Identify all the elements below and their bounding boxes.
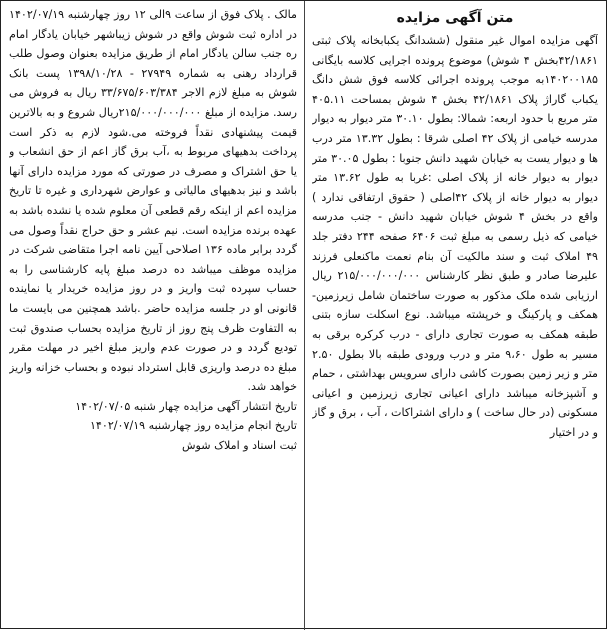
notice-body-part-1: آگهی مزایده اموال غیر منقول (ششدانگ یکبابخانه پلاک ثبتی ۴۲/۱۸۶۱بخش ۴ شوش) موضوع پرونده اجرایی کلاسه بایگانی ۱۴۰۲۰۰۱۸۵به موجب پرونده اجرائی کلاسه فوق شش دانگ یکباب گاراژ پلاک ۴۲/۱۸۶۱ بخش ۴ شوش بمساحت ۴۰۵.۱۱ متر مربع با حدود اربعه: شمالا: بطول ۳۰.۱۰ متر دیوار به دیوار مدرسه خیامی از پلاک ۴۲ اصلی شرقا : بطول ۱۳.۳۲ متر درب ها و دیوار یست به خیابان شهید دانش جنوبا : بطول ۳۰.۰۵ متر دیوار به دیوار خانه از پلاک اصلی :غربا به طول ۱۳.۶۲ متر دیوار به دیوار خانه از پلاک ۴۲اصلی ( حقوق ارتفاقی ندارد ) واقع در بخش ۴ شوش خیابان شهید دانش - جنب مدرسه خیامی که ذیل رسمی به مبلغ ثبت ۶۴۰۶ صفحه ۲۴۴ دفتر جلد ۴۹ املاک ثبت و سند مالکیت آن بنام نعمت ماکنعلی فرزند علیرضا صادر و طبق نظر کارشناس ۲۱۵/۰۰۰/۰۰۰/۰۰۰ ریال ارزیابی شده ملک مذکور به صورت ساختمان شامل زیرزمین- همکف و پارکینگ و خرپشته میباشد. نوع اسکلت سازه بتنی طبقه همکف به صورت تجاری دارای - درب کرکره برقی به مسیر به طول ۹،۶۰ متر و درب ورودی طبقه بالا بطول ۲.۵۰ متر و زیر زمین بصورت کاشی دارای سرویس بهداشتی ، حمام و آشپزخانه میباشد دارای اعیانی تجاری زیرزمین و اعیانی مسکونی (در حال ساخت ) و دارای اشتراکات ، آب ، برق و گاز و در اختیار bbox=[312, 34, 598, 439]
notice-left-column bbox=[9, 5, 297, 627]
issuer-line: ثبت اسناد و املاک شوش bbox=[182, 439, 297, 453]
auction-date-line: تاریخ انجام مزایده روز چهارشنبه ۱۴۰۲/۰۷/۱۹ bbox=[89, 419, 297, 433]
notice-right-column bbox=[312, 5, 598, 627]
publish-date-line: تاریخ انتشار آگهی مزایده چهار شنبه ۱۴۰۲/۰۷/۰۵ bbox=[75, 399, 297, 413]
notice-body-part-2: مالک . پلاک فوق از ساعت ۹الی ۱۲ روز چهارشنبه ۱۴۰۲/۰۷/۱۹ در اداره ثبت شوش واقع در شوش زیباشهر خیابان یادگار امام ره جنب سالن یادگار امام از طریق مزایده بعنوان وصول طلب قرارداد رهنی به شماره ۲۷۹۴۹ - ۱۳۹۸/۱۰/۲۸ پست بانک شوش به مبلغ لازم الاجر ۳۳/۶۷۵/۶۰۳/۳۸۴ ریال به فروش می رسد. مزایده از مبلغ ۲۱۵/۰۰۰/۰۰۰/۰۰۰ریال شروع و به بالاترین قیمت پیشنهادی نقداً فروخته می.شود لازم به ذکر است پرداخت بدهیهای مربوط به ،آب برق گاز اعم از حق انشعاب و یا حق اشتراک و مصرف در صورتی که مورد مزایده دارای آنها باشد و نیز بدهیهای مالیاتی و عوارض شهرداری و غیره تا تاریخ مزایده اعم از اینکه رقم قطعی آن معلوم شده یا نشده باشد به عهده برنده مزایده است. نیم عشر و حق حراج نقداً وصول می گردد برابر ماده ۱۳۶ اصلاحی آیین نامه اجرا متقاضی شرکت در مزایده موظف میباشد ده درصد مبلغ پایه کارشناسی را به حساب سپرده ثبت واریز و در روز مزایده خریدار یا نماینده قانونی او در جلسه مزایده حاضر .باشد همچنین می بایست ما به التفاوت ظرف پنج روز از تاریخ مزایده بحساب صندوق ثبت تودیع گردد و در صورت عدم واریز مبلغ اخیر در مهلت مقرر مبلغ ده درصد واریزی قابل استرداد نبوده و بحساب خزانه واریز خواهد شد. bbox=[9, 8, 297, 394]
column-divider bbox=[304, 1, 305, 630]
notice-title: متن آگهی مزایده bbox=[396, 10, 514, 26]
